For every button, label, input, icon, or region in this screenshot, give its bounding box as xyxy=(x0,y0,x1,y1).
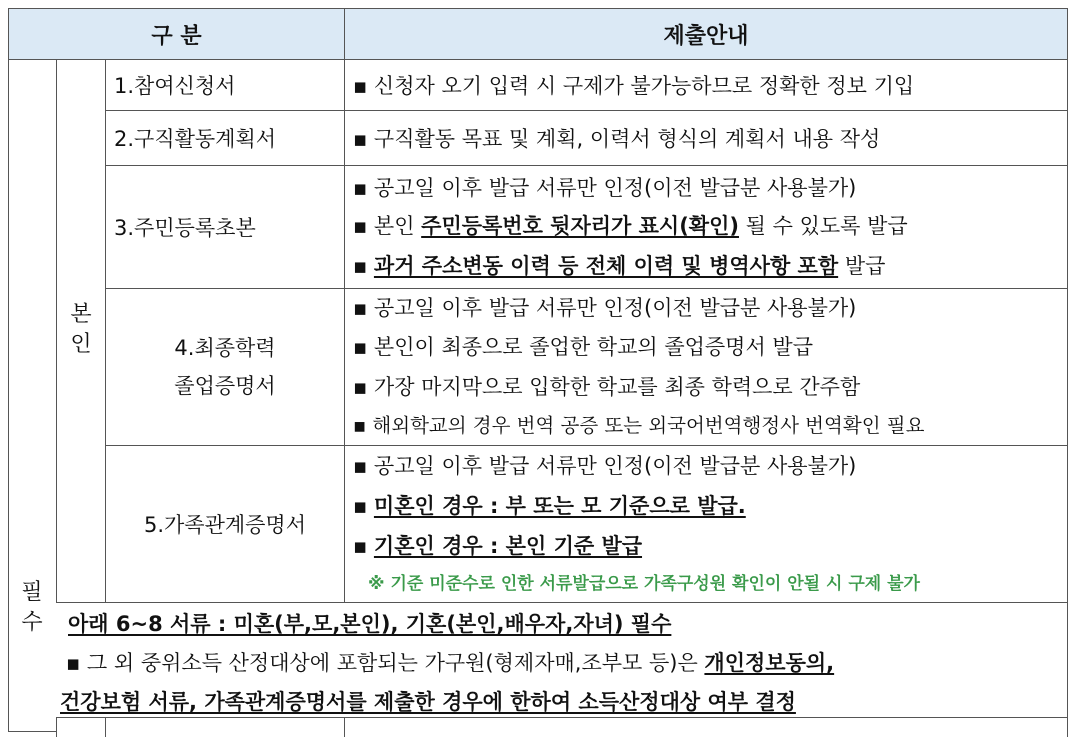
group-self-label: 본 인 xyxy=(70,302,92,357)
document-table xyxy=(8,8,1068,732)
row-4-name-line-2: 졸업증명서 xyxy=(174,374,276,398)
row-5-line-1: ▪ 공고일 이후 발급 서류만 인정(이전 발급분 사용불가) xyxy=(353,454,857,478)
row-4-name xyxy=(105,288,345,446)
group-required-label: 필 수 xyxy=(21,580,43,635)
next-row-stub-3 xyxy=(344,717,1068,737)
row-3-line-3: ▪ 과거 주소변동 이력 등 전체 이력 및 병역사항 포함 발급 xyxy=(353,254,886,278)
row-3-name: 3.주민등록초본 xyxy=(105,165,345,289)
row-4-line-3: ▪ 가장 마지막으로 입학한 학교를 최종 학력으로 간주함 xyxy=(353,375,861,399)
row-5-line-3-emphasis: 기혼인 경우 : 본인 기준 발급 xyxy=(373,534,643,558)
row-2-line-1: ▪ 구직활동 목표 및 계획, 이력서 형식의 계획서 내용 작성 xyxy=(353,127,881,151)
bottom-line-1: ▪ 그 외 중위소득 산정대상에 포함되는 가구원(형제자매,조부모 등)은 개인정보동의, xyxy=(66,651,835,675)
row-3-line-2: ▪ 본인 주민등록번호 뒷자리가 표시(확인) 될 수 있도록 발급 xyxy=(353,214,908,238)
row-5-line-2: ▪ 미혼인 경우 : 부 또는 모 기준으로 발급. xyxy=(353,494,746,518)
row-1-name: 1.참여신청서 xyxy=(105,59,345,111)
row-3-line-2-emphasis: 주민등록번호 뒷자리가 표시(확인) xyxy=(421,214,739,238)
row-2-content xyxy=(344,110,1068,166)
row-4-line-4: ▪ 해외학교의 경우 번역 공증 또는 외국어번역행정사 번역확인 필요 xyxy=(353,414,925,437)
bottom-line-2: 건강보험 서류, 가족관계증명서를 제출한 경우에 한하여 소득산정대상 여부 결정 xyxy=(60,690,796,714)
header-category-label: 구 분 xyxy=(151,23,202,49)
bottom-title: 아래 6~8 서류 : 미혼(부,모,본인), 기혼(본인,배우자,자녀) 필수 xyxy=(68,612,672,636)
row-5-line-2-emphasis: 미혼인 경우 : 부 또는 모 기준으로 발급. xyxy=(373,494,746,518)
row-2-name: 2.구직활동계획서 xyxy=(105,110,345,166)
row-5-line-3: ▪ 기혼인 경우 : 본인 기준 발급 xyxy=(353,534,643,558)
row-4-name-line-1: 4.최종학력 xyxy=(174,336,276,360)
row-1-content xyxy=(344,59,1068,111)
row-3-line-1: ▪ 공고일 이후 발급 서류만 인정(이전 발급분 사용불가) xyxy=(353,176,857,200)
next-row-stub-2 xyxy=(105,717,345,737)
header-guide xyxy=(344,8,1068,60)
bottom-line-1-emphasis: 개인정보동의, xyxy=(704,651,835,675)
header-guide-label: 제출안내 xyxy=(663,23,749,49)
row-1-line-1: ▪ 신청자 오기 입력 시 구제가 불가능하므로 정확한 정보 기입 xyxy=(353,74,915,98)
row-5-note: ※ 기준 미준수로 인한 서류발급으로 가족구성원 확인이 안될 시 구제 불가 xyxy=(368,574,920,594)
row-4-line-1: ▪ 공고일 이후 발급 서류만 인정(이전 발급분 사용불가) xyxy=(353,296,857,320)
row-3-line-3-emphasis: 과거 주소변동 이력 등 전체 이력 및 병역사항 포함 xyxy=(373,254,839,278)
next-row-stub-1 xyxy=(56,717,106,737)
row-5-name: 5.가족관계증명서 xyxy=(105,445,345,603)
header-category xyxy=(8,8,345,60)
row-4-line-2: ▪ 본인이 최종으로 졸업한 학교의 졸업증명서 발급 xyxy=(353,335,814,359)
